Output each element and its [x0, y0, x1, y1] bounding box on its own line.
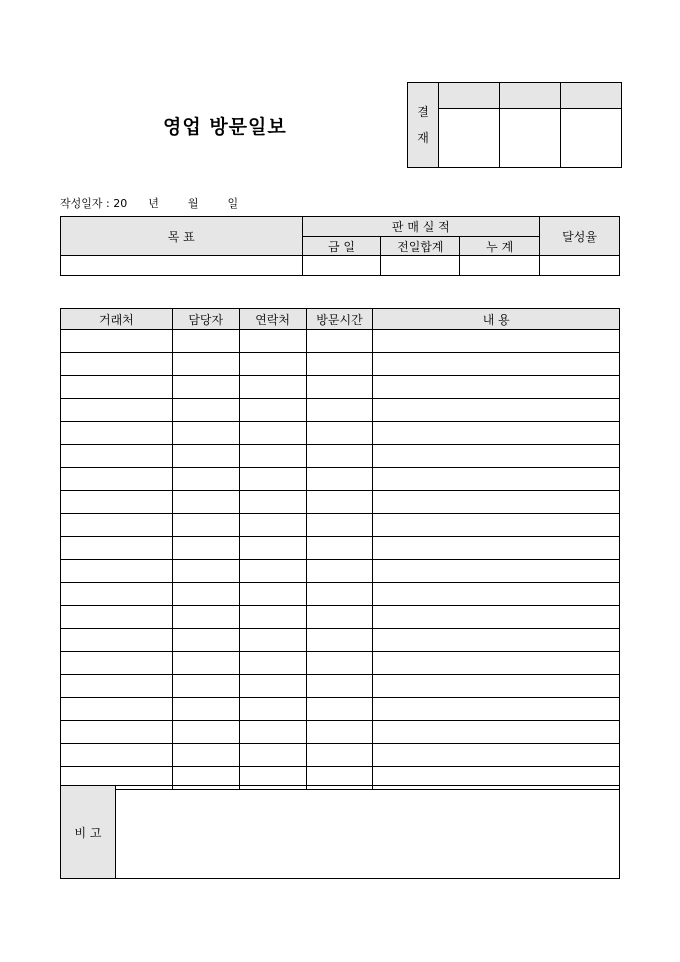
table-row [61, 491, 620, 514]
table-row [61, 330, 620, 353]
manager-cell[interactable] [172, 491, 239, 514]
approval-signer-header [500, 83, 561, 109]
table-row [61, 468, 620, 491]
contact-cell[interactable] [239, 675, 306, 698]
approval-sign-cell[interactable] [439, 109, 500, 168]
visit-time-cell[interactable] [306, 560, 373, 583]
contact-cell[interactable] [239, 330, 306, 353]
content-cell[interactable] [373, 721, 620, 744]
client-cell[interactable] [61, 652, 173, 675]
remarks-field[interactable] [116, 786, 620, 879]
client-cell[interactable] [61, 583, 173, 606]
client-cell[interactable] [61, 330, 173, 353]
visit-time-cell[interactable] [306, 353, 373, 376]
contact-cell[interactable] [239, 422, 306, 445]
visit-time-header: 방문시간 [306, 309, 373, 330]
visit-time-cell[interactable] [306, 491, 373, 514]
client-cell[interactable] [61, 698, 173, 721]
contact-cell[interactable] [239, 491, 306, 514]
client-cell[interactable] [61, 399, 173, 422]
content-cell[interactable] [373, 583, 620, 606]
today-cell[interactable] [302, 256, 381, 276]
content-cell[interactable] [373, 445, 620, 468]
contact-header: 연락처 [239, 309, 306, 330]
manager-cell[interactable] [172, 698, 239, 721]
client-cell[interactable] [61, 376, 173, 399]
contact-cell[interactable] [239, 514, 306, 537]
goal-header: 목 표 [61, 217, 303, 256]
contact-cell[interactable] [239, 468, 306, 491]
client-cell[interactable] [61, 606, 173, 629]
visit-time-cell[interactable] [306, 445, 373, 468]
approval-sign-cell[interactable] [561, 109, 622, 168]
content-cell[interactable] [373, 606, 620, 629]
content-cell[interactable] [373, 491, 620, 514]
contact-cell[interactable] [239, 698, 306, 721]
table-row [61, 583, 620, 606]
prev-total-header: 전일합계 [381, 237, 460, 256]
approval-label-bottom: 재 [417, 131, 429, 145]
client-cell[interactable] [61, 468, 173, 491]
content-cell[interactable] [373, 652, 620, 675]
client-cell[interactable] [61, 560, 173, 583]
client-header: 거래처 [61, 309, 173, 330]
visit-time-cell[interactable] [306, 399, 373, 422]
manager-cell[interactable] [172, 583, 239, 606]
visit-time-cell[interactable] [306, 606, 373, 629]
contact-cell[interactable] [239, 376, 306, 399]
client-cell[interactable] [61, 744, 173, 767]
manager-cell[interactable] [172, 744, 239, 767]
table-row [61, 422, 620, 445]
remarks-table [60, 785, 620, 879]
visit-time-cell[interactable] [306, 422, 373, 445]
contact-cell[interactable] [239, 721, 306, 744]
remarks-label: 비 고 [61, 786, 116, 879]
table-row [61, 399, 620, 422]
visit-time-cell[interactable] [306, 376, 373, 399]
manager-cell[interactable] [172, 468, 239, 491]
contact-cell[interactable] [239, 583, 306, 606]
contact-cell[interactable] [239, 652, 306, 675]
content-cell[interactable] [373, 698, 620, 721]
table-row [61, 675, 620, 698]
table-row [61, 698, 620, 721]
visit-time-cell[interactable] [306, 537, 373, 560]
content-cell[interactable] [373, 537, 620, 560]
content-header: 내 용 [373, 309, 620, 330]
table-row [61, 560, 620, 583]
client-cell[interactable] [61, 721, 173, 744]
client-cell[interactable] [61, 537, 173, 560]
table-row [61, 744, 620, 767]
manager-cell[interactable] [172, 330, 239, 353]
date-day-label: 일 [227, 197, 239, 210]
manager-cell[interactable] [172, 629, 239, 652]
manager-cell[interactable] [172, 606, 239, 629]
content-cell[interactable] [373, 675, 620, 698]
client-cell[interactable] [61, 629, 173, 652]
content-cell[interactable] [373, 399, 620, 422]
table-row [61, 629, 620, 652]
approval-sign-cell[interactable] [500, 109, 561, 168]
contact-cell[interactable] [239, 353, 306, 376]
sales-summary-table [60, 216, 620, 276]
table-row [61, 353, 620, 376]
cumulative-cell[interactable] [460, 256, 540, 276]
manager-cell[interactable] [172, 721, 239, 744]
achievement-header: 달성율 [540, 217, 620, 256]
manager-cell[interactable] [172, 652, 239, 675]
date-month-label: 월 [187, 197, 199, 210]
content-cell[interactable] [373, 560, 620, 583]
contact-cell[interactable] [239, 744, 306, 767]
visit-time-cell[interactable] [306, 330, 373, 353]
table-row [61, 445, 620, 468]
visit-time-cell[interactable] [306, 744, 373, 767]
cumulative-header: 누 계 [460, 237, 540, 256]
approval-signer-header [439, 83, 500, 109]
contact-cell[interactable] [239, 399, 306, 422]
manager-cell[interactable] [172, 422, 239, 445]
visit-time-cell[interactable] [306, 583, 373, 606]
contact-cell[interactable] [239, 560, 306, 583]
sales-performance-header: 판 매 실 적 [302, 217, 540, 237]
approval-label-top: 결 [417, 105, 429, 119]
visit-time-cell[interactable] [306, 514, 373, 537]
table-row [61, 721, 620, 744]
manager-header: 담당자 [172, 309, 239, 330]
goal-cell[interactable] [61, 256, 303, 276]
prev-total-cell[interactable] [381, 256, 460, 276]
client-cell[interactable] [61, 514, 173, 537]
contact-cell[interactable] [239, 445, 306, 468]
approval-signer-header [561, 83, 622, 109]
manager-cell[interactable] [172, 537, 239, 560]
content-cell[interactable] [373, 629, 620, 652]
date-line [60, 195, 238, 211]
table-row [61, 652, 620, 675]
visit-time-cell[interactable] [306, 652, 373, 675]
visit-time-cell[interactable] [306, 721, 373, 744]
approval-box [407, 82, 622, 168]
client-cell[interactable] [61, 422, 173, 445]
table-row [61, 606, 620, 629]
visit-table [60, 308, 620, 790]
manager-cell[interactable] [172, 445, 239, 468]
content-cell[interactable] [373, 376, 620, 399]
manager-cell[interactable] [172, 399, 239, 422]
content-cell[interactable] [373, 330, 620, 353]
table-row [61, 376, 620, 399]
client-cell[interactable] [61, 353, 173, 376]
date-prefix: 작성일자 : 20 [60, 197, 128, 210]
today-header: 금 일 [302, 237, 381, 256]
table-row [61, 537, 620, 560]
client-cell[interactable] [61, 445, 173, 468]
table-row [61, 514, 620, 537]
content-cell[interactable] [373, 353, 620, 376]
approval-label [408, 83, 439, 168]
date-year-label: 년 [148, 197, 159, 210]
manager-cell[interactable] [172, 675, 239, 698]
client-cell[interactable] [61, 491, 173, 514]
manager-cell[interactable] [172, 353, 239, 376]
visit-time-cell[interactable] [306, 629, 373, 652]
content-cell[interactable] [373, 468, 620, 491]
visit-time-cell[interactable] [306, 675, 373, 698]
manager-cell[interactable] [172, 376, 239, 399]
manager-cell[interactable] [172, 560, 239, 583]
contact-cell[interactable] [239, 629, 306, 652]
visit-time-cell[interactable] [306, 698, 373, 721]
content-cell[interactable] [373, 514, 620, 537]
client-cell[interactable] [61, 675, 173, 698]
visit-time-cell[interactable] [306, 468, 373, 491]
manager-cell[interactable] [172, 514, 239, 537]
contact-cell[interactable] [239, 606, 306, 629]
content-cell[interactable] [373, 744, 620, 767]
achievement-cell[interactable] [540, 256, 620, 276]
content-cell[interactable] [373, 422, 620, 445]
page-title: 영업 방문일보 [163, 116, 287, 138]
contact-cell[interactable] [239, 537, 306, 560]
